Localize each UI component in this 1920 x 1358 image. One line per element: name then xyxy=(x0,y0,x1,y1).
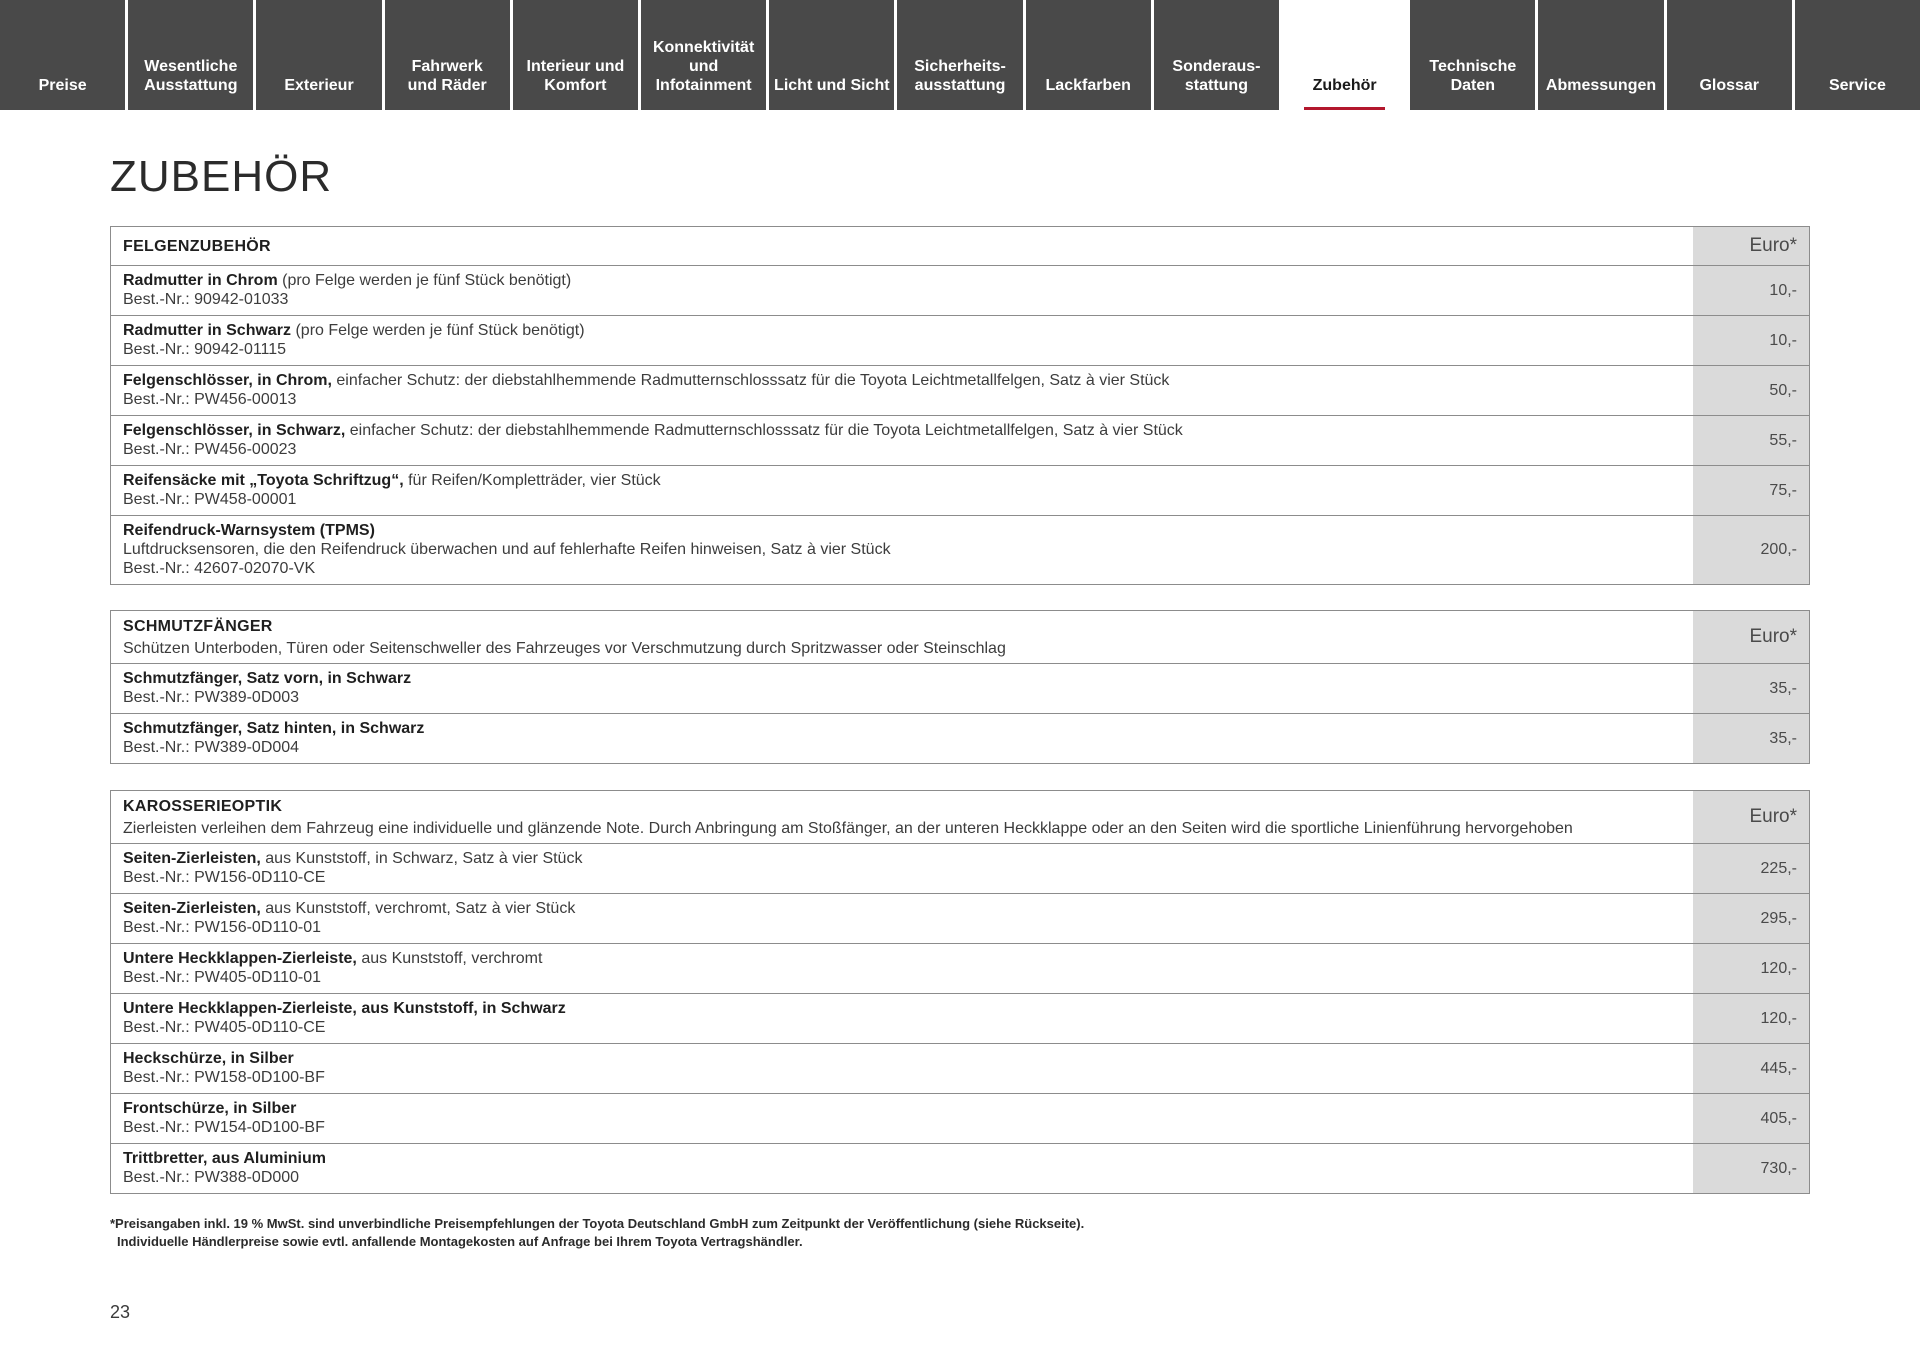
item-price: 120,- xyxy=(1693,944,1809,993)
karosserieoptik-table xyxy=(110,790,1810,1194)
top-navigation xyxy=(0,0,1920,110)
tab-interieur-und-komfort[interactable]: Interieur und Komfort xyxy=(513,0,638,110)
page-number: 23 xyxy=(110,1302,131,1322)
tab-lackfarben[interactable]: Lackfarben xyxy=(1026,0,1151,110)
tab-fahrwerk-und-raeder[interactable]: Fahrwerk und Räder xyxy=(385,0,510,110)
table-row xyxy=(111,893,1809,943)
table-row xyxy=(111,663,1809,713)
item-detail: einfacher Schutz: der diebstahlhemmende Radmutternschlosssatz für die Toyota Leichtmetallfelgen, Satz à vier Stück xyxy=(345,422,1183,439)
item-detail: (pro Felge werden je fünf Stück benötigt) xyxy=(277,272,572,289)
item-detail: aus Kunststoff, verchromt, Satz à vier Stück xyxy=(260,900,576,917)
tab-konnektivitaet-und-infotainment[interactable]: Konnektivität und Infotainment xyxy=(641,0,766,110)
table-row xyxy=(111,993,1809,1043)
item-price: 295,- xyxy=(1693,894,1809,943)
footnote-line-1: *Preisangaben inkl. 19 % MwSt. sind unverbindliche Preisempfehlungen der Toyota Deutschland GmbH zum Zeitpunkt der Veröffentlichung (siehe Rückseite). xyxy=(110,1216,1085,1231)
tab-preise[interactable]: Preise xyxy=(0,0,125,110)
tab-sonderausstattung[interactable]: Sonderaus- stattung xyxy=(1154,0,1279,110)
item-name: Radmutter in Chrom xyxy=(123,272,278,289)
table-row xyxy=(111,1093,1809,1143)
tab-wesentliche-ausstattung[interactable]: Wesentliche Ausstattung xyxy=(128,0,253,110)
tab-glossar[interactable]: Glossar xyxy=(1667,0,1792,110)
item-part-number: Best.-Nr.: 90942-01033 xyxy=(123,291,289,308)
item-detail: Luftdrucksensoren, die den Reifendruck überwachen und auf fehlerhafte Reifen hinweisen, Satz à vier Stück xyxy=(123,541,891,558)
item-part-number: Best.-Nr.: PW405-0D110-01 xyxy=(123,969,322,986)
item-price: 225,- xyxy=(1693,844,1809,893)
item-price: 10,- xyxy=(1693,266,1809,315)
item-price: 35,- xyxy=(1693,664,1809,713)
item-price: 75,- xyxy=(1693,466,1809,515)
table-row xyxy=(111,943,1809,993)
table-header xyxy=(111,227,1809,265)
item-name: Schmutzfänger, Satz hinten, in Schwarz xyxy=(123,720,425,737)
tab-sicherheitsausstattung[interactable]: Sicherheits- ausstattung xyxy=(897,0,1022,110)
item-detail: aus Kunststoff, in Schwarz, Satz à vier Stück xyxy=(260,850,583,867)
table-header xyxy=(111,611,1809,663)
item-price: 10,- xyxy=(1693,316,1809,365)
item-part-number: Best.-Nr.: PW405-0D110-CE xyxy=(123,1019,326,1036)
tab-technische-daten[interactable]: Technische Daten xyxy=(1410,0,1535,110)
item-name: Heckschürze, in Silber xyxy=(123,1050,294,1067)
item-part-number: Best.-Nr.: 90942-01115 xyxy=(123,341,287,358)
table-row xyxy=(111,515,1809,584)
footnote-line-2: Individuelle Händlerpreise sowie evtl. anfallende Montagekosten auf Anfrage bei Ihrem Toyota Vertragshändler. xyxy=(117,1234,803,1249)
page-title: ZUBEHÖR xyxy=(110,152,333,201)
item-price: 120,- xyxy=(1693,994,1809,1043)
table-row xyxy=(111,713,1809,763)
section-title: FELGENZUBEHÖR xyxy=(123,238,271,255)
item-name: Felgenschlösser, in Chrom, xyxy=(123,372,332,389)
section-title: SCHMUTZFÄNGER xyxy=(123,618,273,635)
item-name: Trittbretter, aus Aluminium xyxy=(123,1150,326,1167)
table-header xyxy=(111,791,1809,843)
item-part-number: Best.-Nr.: PW156-0D110-CE xyxy=(123,869,326,886)
currency-header: Euro* xyxy=(1693,791,1809,843)
table-row xyxy=(111,1143,1809,1193)
table-row xyxy=(111,465,1809,515)
tab-licht-und-sicht[interactable]: Licht und Sicht xyxy=(769,0,894,110)
table-row xyxy=(111,365,1809,415)
item-name: Reifensäcke mit „Toyota Schriftzug“, xyxy=(123,472,404,489)
item-name: Felgenschlösser, in Schwarz, xyxy=(123,422,346,439)
item-price: 730,- xyxy=(1693,1144,1809,1193)
section-title: KAROSSERIEOPTIK xyxy=(123,798,283,815)
item-name: Radmutter in Schwarz xyxy=(123,322,292,339)
schmutzfaenger-table xyxy=(110,610,1810,764)
table-row xyxy=(111,265,1809,315)
table-row xyxy=(111,415,1809,465)
item-price: 35,- xyxy=(1693,714,1809,763)
tab-service[interactable]: Service xyxy=(1795,0,1920,110)
item-price: 405,- xyxy=(1693,1094,1809,1143)
item-price: 55,- xyxy=(1693,416,1809,465)
section-subtitle: Zierleisten verleihen dem Fahrzeug eine individuelle und glänzende Note. Durch Anbringung am Stoßfänger, an der unteren Heckklappe oder an den Seiten wird die sportliche Linienführung hervorgehoben xyxy=(123,820,1573,837)
item-detail: aus Kunststoff, verchromt xyxy=(356,950,543,967)
item-part-number: Best.-Nr.: PW154-0D100-BF xyxy=(123,1119,325,1136)
table-row xyxy=(111,315,1809,365)
item-detail: (pro Felge werden je fünf Stück benötigt) xyxy=(291,322,585,339)
currency-header: Euro* xyxy=(1693,611,1809,663)
item-part-number: Best.-Nr.: PW456-00013 xyxy=(123,391,297,408)
item-part-number: Best.-Nr.: 42607-02070-VK xyxy=(123,560,316,577)
item-name: Untere Heckklappen-Zierleiste, aus Kunststoff, in Schwarz xyxy=(123,1000,566,1017)
table-row xyxy=(111,843,1809,893)
item-price: 445,- xyxy=(1693,1044,1809,1093)
item-part-number: Best.-Nr.: PW389-0D004 xyxy=(123,739,300,756)
item-part-number: Best.-Nr.: PW389-0D003 xyxy=(123,689,300,706)
item-detail: für Reifen/Kompletträder, vier Stück xyxy=(403,472,661,489)
section-subtitle: Schützen Unterboden, Türen oder Seitenschweller des Fahrzeuges vor Verschmutzung durch Spritzwasser oder Steinschlag xyxy=(123,640,1006,657)
item-part-number: Best.-Nr.: PW156-0D110-01 xyxy=(123,919,322,936)
item-name: Frontschürze, in Silber xyxy=(123,1100,297,1117)
item-name: Seiten-Zierleisten, xyxy=(123,900,261,917)
item-part-number: Best.-Nr.: PW458-00001 xyxy=(123,491,297,508)
item-price: 50,- xyxy=(1693,366,1809,415)
item-part-number: Best.-Nr.: PW158-0D100-BF xyxy=(123,1069,325,1086)
table-row xyxy=(111,1043,1809,1093)
price-footnote xyxy=(110,1215,1084,1251)
item-part-number: Best.-Nr.: PW388-0D000 xyxy=(123,1169,300,1186)
item-name: Untere Heckklappen-Zierleiste, xyxy=(123,950,357,967)
item-name: Seiten-Zierleisten, xyxy=(123,850,261,867)
item-detail: einfacher Schutz: der diebstahlhemmende Radmutternschlosssatz für die Toyota Leichtmetallfelgen, Satz à vier Stück xyxy=(331,372,1170,389)
tab-exterieur[interactable]: Exterieur xyxy=(256,0,381,110)
item-name: Reifendruck-Warnsystem (TPMS) xyxy=(123,522,375,539)
currency-header: Euro* xyxy=(1693,227,1809,265)
item-name: Schmutzfänger, Satz vorn, in Schwarz xyxy=(123,670,412,687)
felgenzubehoer-table xyxy=(110,226,1810,585)
item-price: 200,- xyxy=(1693,516,1809,584)
tab-zubehoer[interactable]: Zubehör xyxy=(1282,0,1407,110)
tab-abmessungen[interactable]: Abmessungen xyxy=(1538,0,1663,110)
item-part-number: Best.-Nr.: PW456-00023 xyxy=(123,441,297,458)
